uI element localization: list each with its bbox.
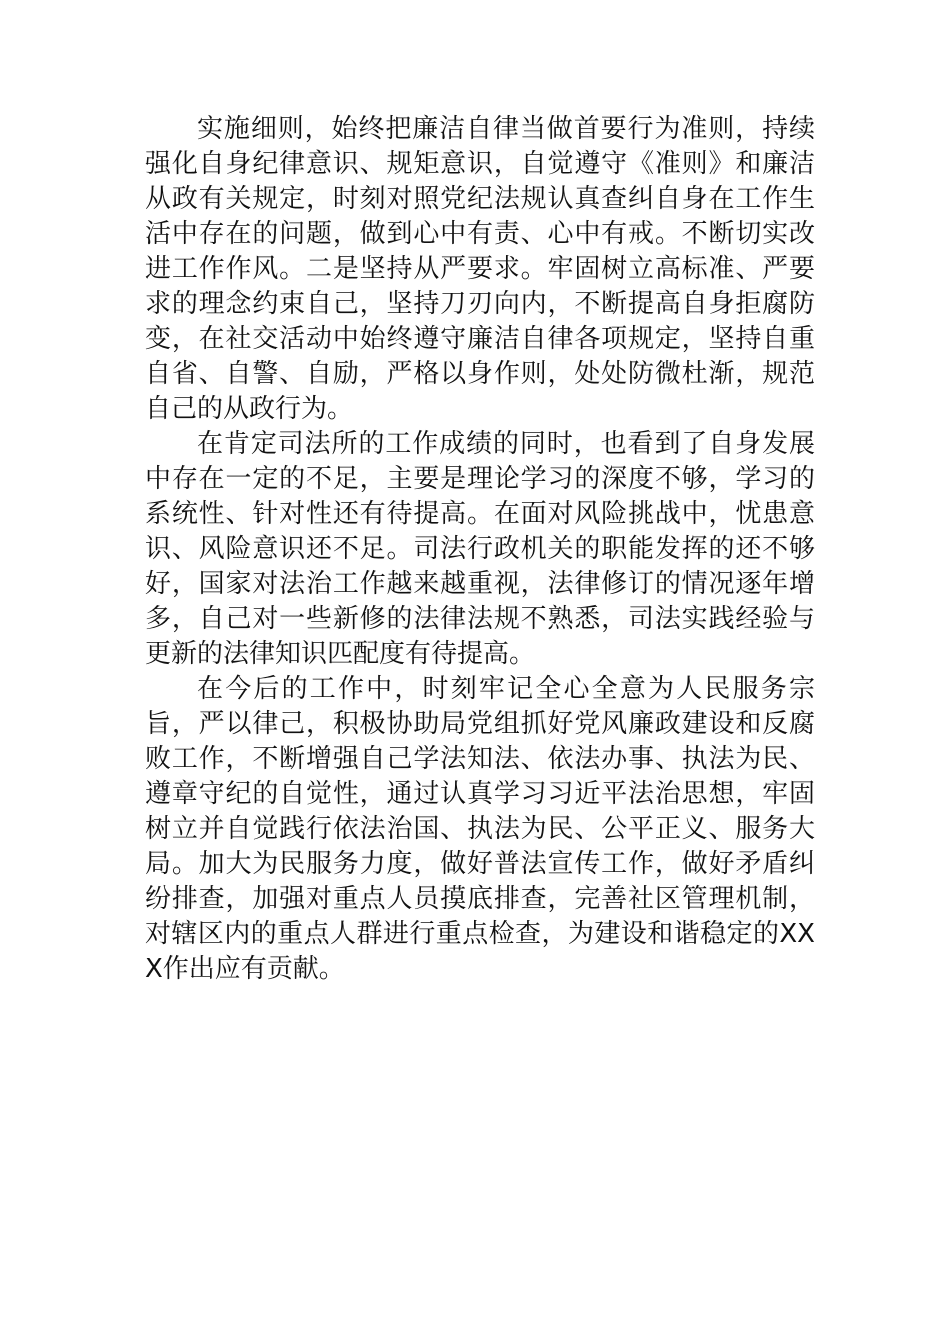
paragraph-1: 实施细则，始终把廉洁自律当做首要行为准则，持续强化自身纪律意识、规矩意识，自觉遵守《准则》和廉洁从政有关规定，时刻对照党纪法规认真查纠自身在工作生活中存在的问题，做到心中有责、心中有戒。不断切实改进工作作风。二是坚持从严要求。牢固树立高标准、严要求的理念约束自己，坚持刀刃向内，不断提高自身拒腐防变，在社交活动中始终遵守廉洁自律各项规定，坚持自重自省、自警、自励，严格以身作则，处处防微杜渐，规范自己的从政行为。	[145, 114, 815, 424]
document-body	[145, 112, 815, 987]
paragraph-3: 在今后的工作中，时刻牢记全心全意为人民服务宗旨，严以律己，积极协助局党组抓好党风廉政建设和反腐败工作，不断增强自己学法知法、依法办事、执法为民、遵章守纪的自觉性，通过认真学习习近平法治思想，牢固树立并自觉践行依法治国、执法为民、公平正义、服务大局。加大为民服务力度，做好普法宣传工作，做好矛盾纠纷排查，加强对重点人员摸底排查，完善社区管理机制，对辖区内的重点人群进行重点检查，为建设和谐稳定的XXX作出应有贡献。	[145, 674, 815, 984]
paragraph-2: 在肯定司法所的工作成绩的同时，也看到了自身发展中存在一定的不足，主要是理论学习的深度不够，学习的系统性、针对性还有待提高。在面对风险挑战中，忧患意识、风险意识还不足。司法行政机关的职能发挥的还不够好，国家对法治工作越来越重视，法律修订的情况逐年增多，自己对一些新修的法律法规不熟悉，司法实践经验与更新的法律知识匹配度有待提高。	[145, 429, 815, 669]
